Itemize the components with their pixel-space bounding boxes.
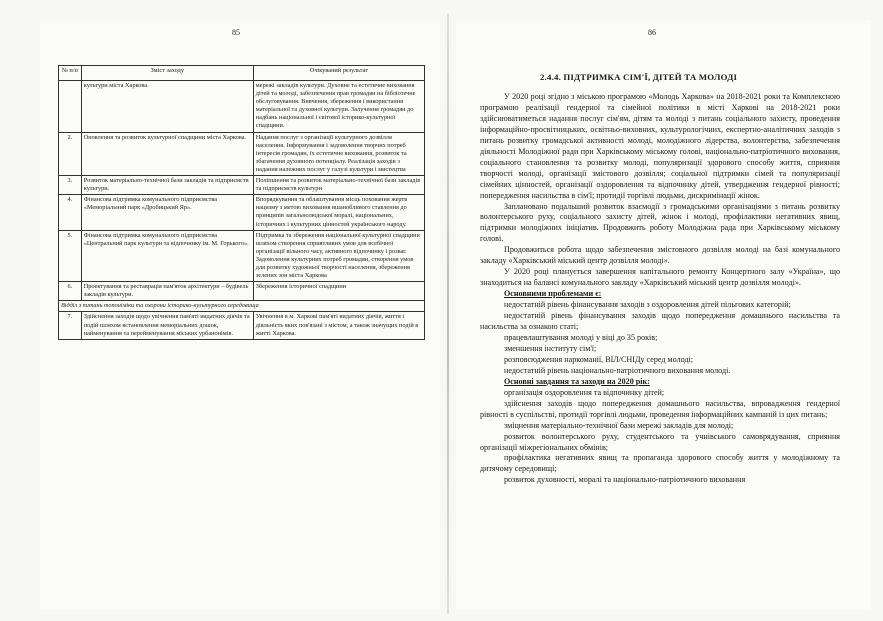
problem-item: недостатній рівень фінансування заходів з оздоровлення дітей пільгових категорій; bbox=[504, 300, 791, 310]
task-item: профілактика негативних явищ та пропаганда здорового способу життя у молодіжному та дитячому середовищі; bbox=[480, 453, 840, 474]
row-result: мережі закладів культури. Духовне та естетичне виховання дітей та молоді, забезпечення прав громадян на бібліотечне обслуговування. Вивчення, збереження і використання матеріальної та духовної культури. Залучення громадян до надбань національної і світової історико-культурної спадщини. bbox=[253, 81, 424, 133]
header-num: № п/п bbox=[59, 66, 82, 81]
tasks-title bbox=[480, 377, 840, 388]
row-result: Увічнення в м. Харкові пам'яті видатних діячів, життя і діяльність яких пов'язані з містом, а також значущих подій в житті Харкова. bbox=[253, 312, 424, 339]
page-number-right: 86 bbox=[648, 28, 656, 37]
row-measure: Здійснення заходів щодо увічнення пам'яті видатних діячів та подій шляхом встановлення меморіальних дошок, найменування та перейменування міських урбанонімів. bbox=[81, 312, 253, 339]
task-item: здійснення заходів щодо попередження домашнього насильства, впровадження гендерної рівності в суспільстві, протидії торгівлі людьми, проведення інформаційних кампаній із цих питань; bbox=[480, 398, 840, 419]
problem-item: недостатній рівень національно-патріотичного виховання молоді. bbox=[504, 365, 731, 375]
table-row bbox=[59, 132, 425, 175]
row-num bbox=[59, 81, 82, 133]
row-measure: культури міста Харкова. bbox=[81, 81, 253, 133]
table-row bbox=[59, 195, 425, 230]
row-measure: Розвиток матеріально-технічної бази закладів та підприємств культури. bbox=[81, 176, 253, 195]
problem-item: зменшення інституту сім'ї; bbox=[504, 343, 597, 353]
tasks-title-text: Основні завдання та заходи на 2020 рік: bbox=[504, 376, 650, 386]
page-fold bbox=[447, 14, 449, 614]
paragraph: У 2020 році згідно з міською програмою «Молодь Харкова» на 2018-2021 роки та Комплексною програмою реалізації гендерної та сімейної політики в місті Харкові на 2018-2021 роки здійснюватиметься надання послуг сім'ям, дітям та молоді з питань соціального захисту, проведення інформаційно-просвітницьких, освітньо-виховних, культурологічних, експертно-аналітичних заходів з питань розвитку громадської активності молоді, молодіжного лідерства, волонтерства, забезпечення діяльності Молодіжної ради при Харківському міському голові, національно-патріотичного виховання, соціального становлення та розвитку молоді, популяризації здорового способу життя, сприяння творчості молоді, організації змістового дозвілля; соціальної підтримки сімей та популяризації сімейних цінностей, організації оздоровлення та відпочинку дітей, утвердження гендерної рівності; попередження насильства в сім'ї; протидії торгівлі людьми, дискримінації жінок. bbox=[480, 92, 840, 200]
row-num: 5. bbox=[59, 230, 82, 282]
row-num: 6. bbox=[59, 282, 82, 301]
task-item: розвиток духовності, моралі та національно-патріотичного виховання bbox=[504, 475, 746, 485]
table-row bbox=[59, 176, 425, 195]
paragraph: Заплановано подальший розвиток взаємодії з громадськими організаціями з питань розвитку волонтерського руху, соціального захисту дітей, жінок і молоді, профілактики негативних явищ, підтримки молодіжних ініціатив. Продовжить роботу Молодіжна рада при Харківському міському голові. bbox=[480, 201, 840, 244]
header-result: Очікуваний результат bbox=[253, 66, 424, 81]
section-body bbox=[480, 92, 840, 486]
table-row bbox=[59, 230, 425, 282]
row-num: 3. bbox=[59, 176, 82, 195]
task-item: організація оздоровлення та відпочинку дітей; bbox=[504, 387, 665, 397]
row-measure: Фінансова підтримка комунального підприємства «Меморіальний парк «Дробицький Яр». bbox=[81, 195, 253, 230]
table-section-row bbox=[59, 301, 425, 312]
row-result: Збереження історичної спадщини bbox=[253, 282, 424, 301]
table-row bbox=[59, 81, 425, 133]
row-measure: Фінансова підтримка комунального підприємства «Центральний парк культури та відпочинку ім. М. Горького». bbox=[81, 230, 253, 282]
problems-title-text: Основними проблемами є: bbox=[504, 289, 602, 299]
section-title: Відділ з питань топоніміки та охорони історико-культурного середовища bbox=[59, 301, 425, 312]
task-item: розвиток волонтерського руху, студентського та учнівського самоврядування, сприяння організації міжрегіональних обмінів; bbox=[480, 431, 840, 452]
row-result: Впорядкування та облаштування місць поховання жертв нацизму з метою виховання вшанобливого ставлення до принципів загальнолюдської моралі, національних, історичних і культурних цінностей українського народу. bbox=[253, 195, 424, 230]
section-heading: 2.4.4. ПІДТРИМКА СІМ'Ї, ДІТЕЙ ТА МОЛОДІ bbox=[540, 72, 738, 82]
header-measure: Зміст заходу bbox=[81, 66, 253, 81]
measures-table bbox=[58, 65, 425, 340]
paragraph: Продовжиться робота щодо забезпечення змістовного дозвілля молоді на базі комунального закладу «Харківський міський центр дозвілля молоді». bbox=[480, 245, 840, 266]
row-measure: Проектування та реставрація пам'яток архітектури – будівель закладів культури. bbox=[81, 282, 253, 301]
problem-item: недостатній рівень фінансування заходів щодо попередження домашнього насильства та насильства за ознакою статі; bbox=[480, 311, 840, 332]
row-measure: Оновлення та розвиток культурної спадщини міста Харкова. bbox=[81, 132, 253, 175]
table-row bbox=[59, 282, 425, 301]
task-item: зміцнення матеріально-технічної бази мережі закладів для молоді; bbox=[504, 420, 734, 430]
table-header-row bbox=[59, 66, 425, 81]
problem-item: розповсюдження наркоманії, ВІЛ/СНІДу серед молоді; bbox=[504, 354, 694, 364]
paragraph: У 2020 році планується завершення капітального ремонту Концертного залу «Україна», що знаходиться на балансі комунального закладу «Харківський міський центр дозвілля молоді». bbox=[480, 267, 840, 288]
problem-item: працевлаштування молоді у віці до 35 років; bbox=[504, 332, 658, 342]
page-number-left: 85 bbox=[232, 28, 240, 37]
row-result: Поліпшення та розвиток матеріально-технічної бази закладів та підприємств культури bbox=[253, 176, 424, 195]
row-num: 7. bbox=[59, 312, 82, 339]
row-result: Надання послуг з організації культурного дозвілля населення. Інформування і задоволення творчих потреб інтересів громадян, їх естетичне виховання, розвиток та збагачення духовного потенціалу. Реалізація заходів з надання належних послуг у галузі культури і мистецтва bbox=[253, 132, 424, 175]
row-num: 2. bbox=[59, 132, 82, 175]
row-result: Підтримка та збереження національної культурної спадщини шляхом створення сприятливих умов для всебічної організації вільного часу, активного відпочинку і розваг. Задоволення культурних потреб громадян, створення умов для розвитку художньої творчості населення, збереження зелених зон міста Харкова bbox=[253, 230, 424, 282]
table-row bbox=[59, 312, 425, 339]
problems-title bbox=[480, 289, 840, 300]
row-num: 4. bbox=[59, 195, 82, 230]
